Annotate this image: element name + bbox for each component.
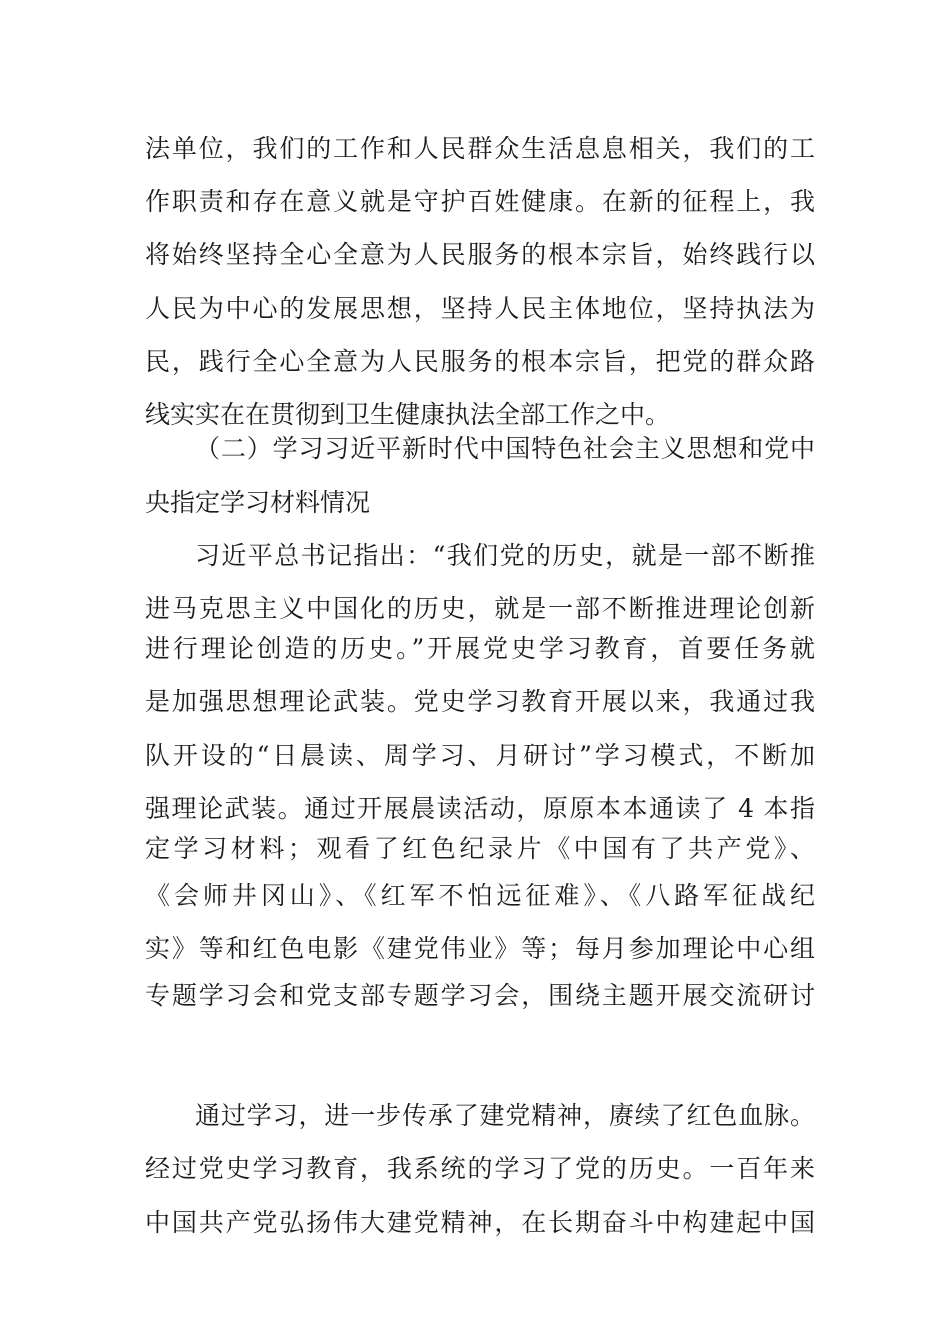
- paragraph-line: 民，践行全心全意为人民服务的根本宗旨，把党的群众路: [145, 347, 815, 376]
- paragraph-line: 实》等和红色电影《建党伟业》等；每月参加理论中心组: [145, 934, 815, 963]
- paragraph-line: 定学习材料；观看了红色纪录片《中国有了共产党》、: [145, 834, 815, 863]
- paragraph-line: 队开设的“日晨读、周学习、月研讨”学习模式，不断加: [145, 741, 815, 770]
- paragraph-line: 强理论武装。通过开展晨读活动，原原本本通读了 4 本指: [145, 794, 815, 823]
- paragraph-line: 《会师井冈山》、《红军不怕远征难》、《八路军征战纪: [145, 881, 815, 910]
- paragraph-line: 作职责和存在意义就是守护百姓健康。在新的征程上，我: [145, 187, 815, 216]
- paragraph-line: 进马克思主义中国化的历史，就是一部不断推进理论创新: [145, 594, 815, 623]
- paragraph-line: 经过党史学习教育，我系统的学习了党的历史。一百年来: [145, 1154, 815, 1183]
- paragraph-line: 进行理论创造的历史。”开展党史学习教育，首要任务就: [145, 634, 815, 663]
- paragraph-line: 人民为中心的发展思想，坚持人民主体地位，坚持执法为: [145, 294, 815, 323]
- paragraph-line: 通过学习，进一步传承了建党精神，赓续了红色血脉。: [195, 1101, 815, 1130]
- paragraph-line: 是加强思想理论武装。党史学习教育开展以来，我通过我: [145, 687, 815, 716]
- paragraph-line: 将始终坚持全心全意为人民服务的根本宗旨，始终践行以: [145, 240, 815, 269]
- section-heading-line: （二）学习习近平新时代中国特色社会主义思想和党中: [195, 434, 815, 463]
- section-heading-line: 央指定学习材料情况: [145, 488, 371, 517]
- paragraph-line: 专题学习会和党支部专题学习会，围绕主题开展交流研讨: [145, 981, 815, 1010]
- paragraph-line: 中国共产党弘扬伟大建党精神，在长期奋斗中构建起中国: [145, 1208, 815, 1237]
- paragraph-line: 法单位，我们的工作和人民群众生活息息相关，我们的工: [145, 134, 815, 163]
- paragraph-line: 线实实在在贯彻到卫生健康执法全部工作之中。: [145, 400, 671, 429]
- paragraph-line: 习近平总书记指出：“我们党的历史，就是一部不断推: [195, 541, 815, 570]
